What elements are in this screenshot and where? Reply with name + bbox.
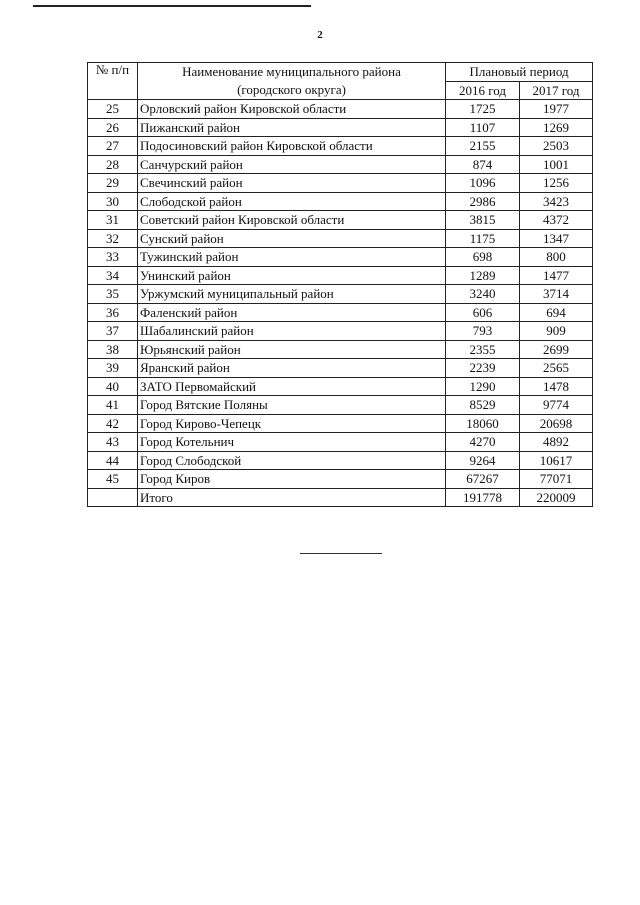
- table-row: [88, 396, 593, 415]
- row-number: 45: [88, 470, 138, 489]
- row-value-2017: 1478: [520, 377, 593, 396]
- row-value-2017: 4372: [520, 211, 593, 230]
- row-district-name: Санчурский район: [138, 155, 446, 174]
- table-row: [88, 266, 593, 285]
- row-value-2017: 1001: [520, 155, 593, 174]
- row-number: 38: [88, 340, 138, 359]
- row-number: 31: [88, 211, 138, 230]
- row-number: 26: [88, 118, 138, 137]
- row-number: 42: [88, 414, 138, 433]
- row-number: 27: [88, 137, 138, 156]
- table-row: [88, 451, 593, 470]
- table-row: [88, 174, 593, 193]
- row-value-2016: 1725: [446, 100, 520, 119]
- total-value-2017: 220009: [520, 488, 593, 507]
- table-row: [88, 340, 593, 359]
- table-row: [88, 322, 593, 341]
- row-number: 29: [88, 174, 138, 193]
- row-district-name: Унинский район: [138, 266, 446, 285]
- table-header: [88, 63, 593, 100]
- row-value-2017: 20698: [520, 414, 593, 433]
- row-value-2016: 4270: [446, 433, 520, 452]
- row-value-2016: 2986: [446, 192, 520, 211]
- row-number: 37: [88, 322, 138, 341]
- row-value-2017: 10617: [520, 451, 593, 470]
- row-value-2016: 9264: [446, 451, 520, 470]
- table-row: [88, 137, 593, 156]
- row-value-2017: 9774: [520, 396, 593, 415]
- row-number: 44: [88, 451, 138, 470]
- row-number: 25: [88, 100, 138, 119]
- row-value-2016: 2355: [446, 340, 520, 359]
- table-row: [88, 248, 593, 267]
- table-row: [88, 155, 593, 174]
- closing-rule: [300, 553, 382, 554]
- row-number: 30: [88, 192, 138, 211]
- total-value-2016: 191778: [446, 488, 520, 507]
- row-district-name: Город Слободской: [138, 451, 446, 470]
- table-row: [88, 118, 593, 137]
- table-row: [88, 377, 593, 396]
- row-number: 36: [88, 303, 138, 322]
- row-district-name: Уржумский муниципальный район: [138, 285, 446, 304]
- row-value-2016: 2155: [446, 137, 520, 156]
- row-value-2016: 874: [446, 155, 520, 174]
- row-district-name: Город Вятские Поляны: [138, 396, 446, 415]
- row-number: 32: [88, 229, 138, 248]
- table-row: [88, 433, 593, 452]
- row-district-name: Город Кирово-Чепецк: [138, 414, 446, 433]
- row-value-2017: 694: [520, 303, 593, 322]
- table-row: [88, 414, 593, 433]
- row-district-name: ЗАТО Первомайский: [138, 377, 446, 396]
- table-row: [88, 229, 593, 248]
- row-district-name: Город Киров: [138, 470, 446, 489]
- row-district-name: Шабалинский район: [138, 322, 446, 341]
- row-value-2017: 2565: [520, 359, 593, 378]
- row-value-2016: 606: [446, 303, 520, 322]
- table-body: [88, 100, 593, 489]
- row-district-name: Советский район Кировской области: [138, 211, 446, 230]
- row-value-2017: 800: [520, 248, 593, 267]
- row-value-2016: 1107: [446, 118, 520, 137]
- row-number: 43: [88, 433, 138, 452]
- total-label: Итого: [138, 488, 446, 507]
- row-value-2017: 1347: [520, 229, 593, 248]
- row-value-2017: 1269: [520, 118, 593, 137]
- row-value-2017: 909: [520, 322, 593, 341]
- row-district-name: Пижанский район: [138, 118, 446, 137]
- row-value-2017: 2699: [520, 340, 593, 359]
- row-value-2016: 67267: [446, 470, 520, 489]
- row-value-2016: 1096: [446, 174, 520, 193]
- table-row: [88, 100, 593, 119]
- header-period: Плановый период: [446, 63, 593, 82]
- row-number: 40: [88, 377, 138, 396]
- row-district-name: Сунский район: [138, 229, 446, 248]
- header-year-2016: 2016 год: [446, 81, 520, 100]
- header-number: № п/п: [88, 63, 138, 100]
- row-number: 33: [88, 248, 138, 267]
- page-number: 2: [317, 29, 323, 41]
- row-value-2016: 698: [446, 248, 520, 267]
- row-value-2017: 4892: [520, 433, 593, 452]
- header-year-2017: 2017 год: [520, 81, 593, 100]
- row-value-2016: 1290: [446, 377, 520, 396]
- row-value-2016: 793: [446, 322, 520, 341]
- row-value-2016: 8529: [446, 396, 520, 415]
- table-row: [88, 303, 593, 322]
- table-footer: [88, 488, 593, 507]
- row-value-2017: 2503: [520, 137, 593, 156]
- row-value-2016: 1289: [446, 266, 520, 285]
- row-value-2017: 3423: [520, 192, 593, 211]
- row-number: 28: [88, 155, 138, 174]
- row-value-2016: 2239: [446, 359, 520, 378]
- header-name: [138, 63, 446, 100]
- row-district-name: Город Котельнич: [138, 433, 446, 452]
- row-value-2017: 1477: [520, 266, 593, 285]
- row-value-2017: 3714: [520, 285, 593, 304]
- table-row: [88, 359, 593, 378]
- table-row: [88, 285, 593, 304]
- table-row: [88, 470, 593, 489]
- row-district-name: Фаленский район: [138, 303, 446, 322]
- table-row: [88, 192, 593, 211]
- header-name-line2: (городского округа): [237, 82, 346, 97]
- row-value-2016: 18060: [446, 414, 520, 433]
- total-number-cell: [88, 488, 138, 507]
- row-value-2016: 3240: [446, 285, 520, 304]
- top-rule: [33, 5, 311, 7]
- header-name-line1: Наименование муниципального района: [182, 64, 401, 79]
- row-district-name: Подосиновский район Кировской области: [138, 137, 446, 156]
- allocation-table: [87, 62, 593, 507]
- row-number: 34: [88, 266, 138, 285]
- row-district-name: Свечинский район: [138, 174, 446, 193]
- row-district-name: Слободской район: [138, 192, 446, 211]
- row-value-2017: 1256: [520, 174, 593, 193]
- row-district-name: Юрьянский район: [138, 340, 446, 359]
- total-row: [88, 488, 593, 507]
- row-district-name: Яранский район: [138, 359, 446, 378]
- row-value-2017: 1977: [520, 100, 593, 119]
- row-district-name: Тужинский район: [138, 248, 446, 267]
- row-number: 35: [88, 285, 138, 304]
- row-district-name: Орловский район Кировской области: [138, 100, 446, 119]
- row-value-2016: 1175: [446, 229, 520, 248]
- row-number: 39: [88, 359, 138, 378]
- row-value-2016: 3815: [446, 211, 520, 230]
- table-row: [88, 211, 593, 230]
- row-number: 41: [88, 396, 138, 415]
- row-value-2017: 77071: [520, 470, 593, 489]
